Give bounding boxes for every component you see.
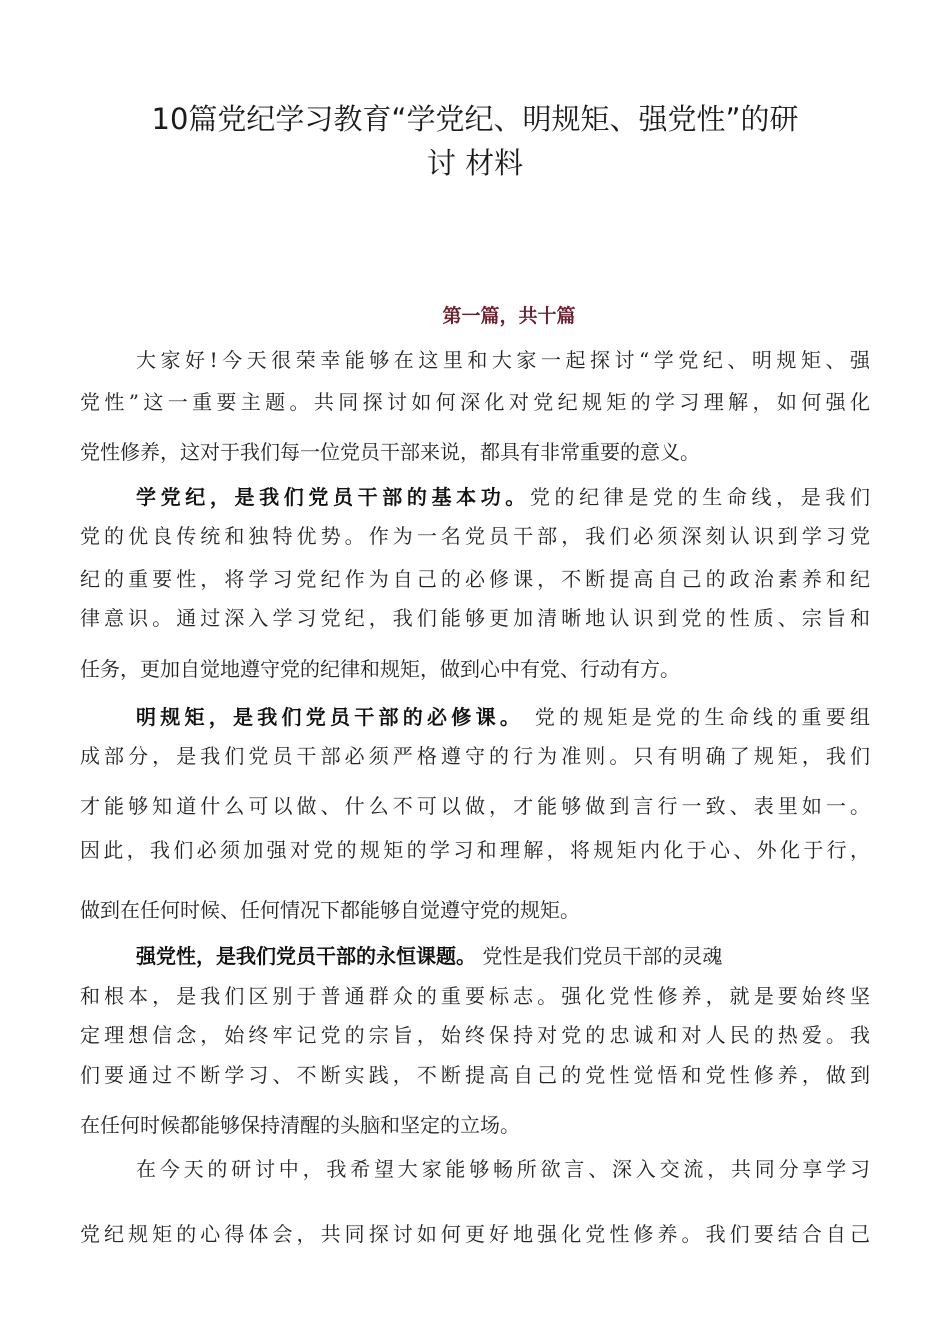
paragraph-3-line-3: 才能够知道什么可以做、什么不可以做，才能够做到言行一致、表里如一。 bbox=[80, 794, 870, 818]
paragraph-1-line-1: 大家好!今天很荣幸能够在这里和大家一起探讨“学党纪、明规矩、强 bbox=[136, 348, 870, 372]
paragraph-4-line-5: 在任何时候都能够保持清醒的头脑和坚定的立场。 bbox=[80, 1113, 520, 1137]
paragraph-2-line-1 bbox=[136, 484, 870, 510]
paragraph-2-line-3: 纪的重要性，将学习党纪作为自己的必修课，不断提高自己的政治素养和纪 bbox=[80, 567, 870, 591]
section-label: 第一篇，共十篇 bbox=[442, 305, 576, 327]
paragraph-4-line-1-text: 党性是我们党员干部的灵魂 bbox=[476, 944, 723, 968]
paragraph-3-line-4: 因此，我们必须加强对党的规矩的学习和理解，将规矩内化于心、外化于行， bbox=[80, 838, 870, 862]
paragraph-4-line-4: 们要通过不断学习、不断实践，不断提高自己的党性觉悟和党性修养，做到 bbox=[80, 1063, 870, 1087]
paragraph-4-heading: 强党性，是我们党员干部的永恒课题。 bbox=[136, 944, 476, 968]
paragraph-4-line-3: 定理想信念，始终牢记党的宗旨，始终保持对党的忠诚和对人民的热爱。我 bbox=[80, 1023, 870, 1047]
document-title-line-2: 讨 材料 bbox=[426, 146, 524, 180]
paragraph-2-line-2: 党的优良传统和独特优势。作为一名党员干部，我们必须深刻认识到学习党 bbox=[80, 524, 870, 548]
paragraph-2-line-5: 任务，更加自觉地遵守党的纪律和规矩，做到心中有党、行动有方。 bbox=[80, 657, 680, 681]
paragraph-1-line-2: 党性”这一重要主题。共同探讨如何深化对党纪规矩的学习理解，如何强化 bbox=[80, 390, 870, 414]
paragraph-4-line-2: 和根本，是我们区别于普通群众的重要标志。强化党性修养，就是要始终坚 bbox=[80, 984, 870, 1008]
paragraph-3-line-5: 做到在任何时候、任何情况下都能够自觉遵守党的规矩。 bbox=[80, 898, 580, 922]
paragraph-5-line-1: 在今天的研讨中，我希望大家能够畅所欲言、深入交流，共同分享学习 bbox=[136, 1157, 870, 1181]
paragraph-2-heading: 学党纪，是我们党员干部的基本功。 bbox=[136, 485, 530, 509]
paragraph-5-line-2: 党纪规矩的心得体会，共同探讨如何更好地强化党性修养。我们要结合自己 bbox=[80, 1222, 870, 1246]
paragraph-3-line-2: 成部分，是我们党员干部必须严格遵守的行为准则。只有明确了规矩，我们 bbox=[80, 744, 870, 768]
paragraph-2-line-4: 律意识。通过深入学习党纪，我们能够更加清晰地认识到党的性质、宗旨和 bbox=[80, 606, 870, 630]
paragraph-3-line-1 bbox=[136, 704, 870, 730]
paragraph-3-line-1-text: 党的规矩是党的生命线的重要组 bbox=[524, 705, 871, 729]
document-title-line-1: 10篇党纪学习教育“学党纪、明规矩、强党性”的研 bbox=[151, 102, 799, 136]
paragraph-4-line-1 bbox=[136, 943, 870, 969]
paragraph-3-heading: 明规矩，是我们党员干部的必修课。 bbox=[136, 705, 525, 729]
paragraph-1-line-3: 党性修养，这对于我们每一位党员干部来说，都具有非常重要的意义。 bbox=[80, 440, 700, 464]
paragraph-2-line-1-text: 党的纪律是党的生命线，是我们 bbox=[529, 485, 871, 509]
